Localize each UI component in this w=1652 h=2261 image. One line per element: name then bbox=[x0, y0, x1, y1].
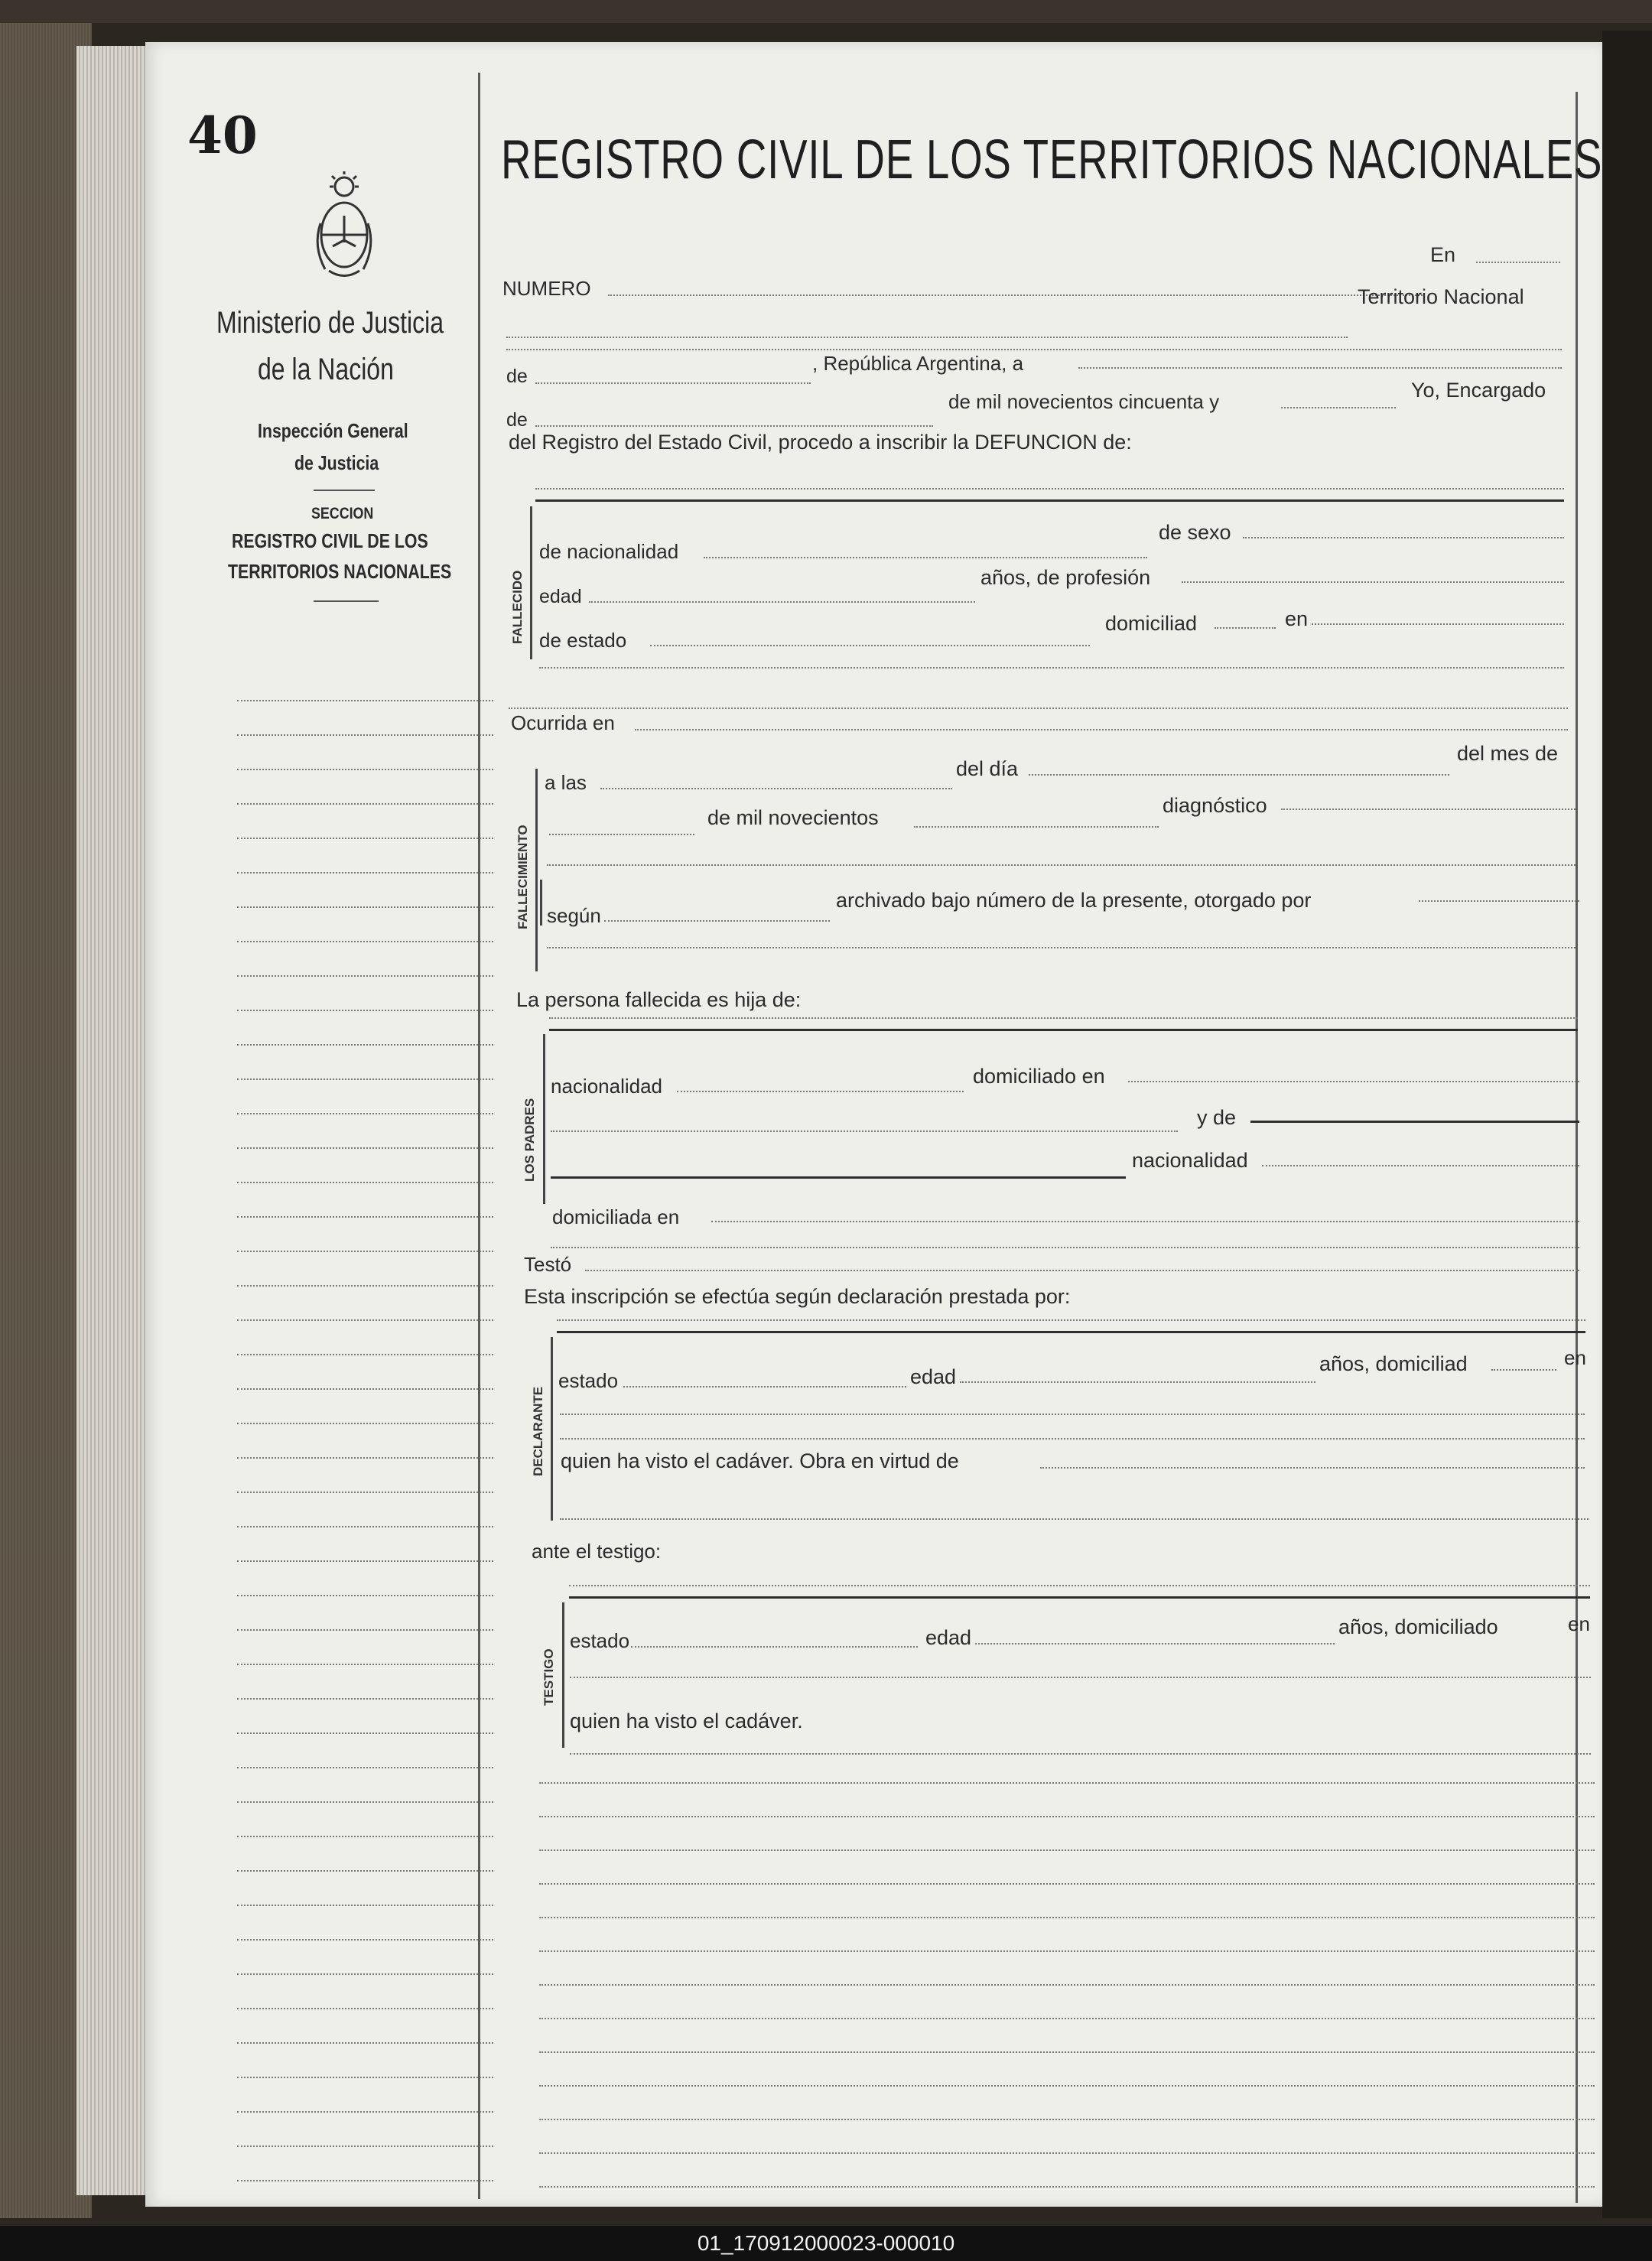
main-ruled-line bbox=[539, 2085, 1595, 2087]
blank-padre-nacionalidad bbox=[677, 1091, 964, 1092]
label-fallecimiento: FALLECIMIENTO bbox=[515, 825, 530, 929]
blank-sexo bbox=[1243, 537, 1564, 538]
label-de-2: de bbox=[506, 409, 528, 431]
sidebar-ruled-line bbox=[237, 1423, 493, 1424]
blank-declarante-2 bbox=[560, 1414, 1585, 1415]
label-en: En bbox=[1430, 243, 1456, 266]
blank-a-las bbox=[600, 788, 952, 789]
blank-anio bbox=[914, 826, 1159, 828]
blank-del-dia bbox=[1029, 774, 1449, 776]
name-line-madre-1 bbox=[1250, 1121, 1579, 1123]
name-line-madre-2 bbox=[551, 1176, 1126, 1179]
form-title: REGISTRO CIVIL DE LOS TERRITORIOS NACIONALES bbox=[501, 129, 1603, 190]
blank-domiciliada-en bbox=[711, 1221, 1579, 1222]
blank-padre-top bbox=[549, 1017, 1578, 1019]
blank-edad bbox=[589, 601, 975, 603]
main-ruled-line bbox=[539, 1984, 1595, 1986]
label-declarante: DECLARANTE bbox=[531, 1386, 545, 1476]
blank-territorio bbox=[506, 337, 1348, 338]
blank-declarante-estado bbox=[623, 1386, 906, 1388]
sidebar-ruled-line bbox=[237, 2146, 493, 2147]
blank-obra-en-virtud bbox=[1040, 1467, 1585, 1469]
blank-ocurrida-top bbox=[509, 708, 1568, 709]
sidebar-ruled-line bbox=[237, 734, 493, 736]
blank-estado bbox=[650, 645, 1090, 646]
name-line-fallecido bbox=[535, 499, 1564, 502]
blank-testigo-estado bbox=[631, 1646, 918, 1648]
sidebar-ruled-line bbox=[237, 1354, 493, 1355]
sidebar-ruled-line bbox=[237, 1526, 493, 1527]
blank-testigo-2 bbox=[570, 1677, 1591, 1678]
coat-of-arms-icon bbox=[310, 170, 379, 285]
sidebar-ruled-line bbox=[237, 1113, 493, 1114]
bracket-fallecimiento bbox=[535, 769, 538, 971]
ministry-line-1: Ministerio de Justicia bbox=[216, 306, 444, 340]
label-madre-nacionalidad: nacionalidad bbox=[1132, 1149, 1248, 1172]
name-line-testigo bbox=[569, 1596, 1590, 1599]
sidebar-ruled-line bbox=[237, 1939, 493, 1941]
book-cover-top bbox=[0, 0, 1652, 23]
label-profesion: años, de profesión bbox=[980, 566, 1151, 589]
sidebar-ruled-line bbox=[237, 975, 493, 977]
label-hija: La persona fallecida es hija de: bbox=[516, 988, 802, 1011]
blank-domiciliad bbox=[1215, 627, 1276, 629]
blank-declarante-top bbox=[557, 1319, 1585, 1321]
label-numero: NUMERO bbox=[502, 277, 591, 300]
sidebar-ruled-line bbox=[237, 2042, 493, 2044]
sidebar-ruled-line bbox=[237, 1560, 493, 1562]
sidebar-ruled-line bbox=[237, 769, 493, 770]
sidebar-ruled-line bbox=[237, 803, 493, 805]
label-estado: de estado bbox=[539, 629, 627, 652]
main-ruled-line bbox=[539, 1883, 1595, 1885]
right-margin-rule bbox=[1576, 92, 1578, 2203]
blank-diagnostico bbox=[1281, 808, 1576, 810]
sidebar-ruled-line bbox=[237, 1767, 493, 1768]
label-domiciliado-en: domiciliado en bbox=[973, 1065, 1105, 1088]
sidebar-ruled-line bbox=[237, 1457, 493, 1459]
sidebar-rule-2 bbox=[314, 600, 379, 602]
sidebar-ruled-line bbox=[237, 1732, 493, 1734]
label-los-padres: LOS PADRES bbox=[522, 1098, 537, 1182]
name-line-padre bbox=[549, 1029, 1578, 1031]
main-ruled-line bbox=[539, 1950, 1595, 1952]
blank-testigo-bottom bbox=[570, 1753, 1591, 1755]
label-edad: edad bbox=[539, 586, 582, 607]
blank-madre-nacionalidad bbox=[1262, 1165, 1579, 1166]
blank-testigo-edad bbox=[975, 1643, 1335, 1645]
blank-year bbox=[1281, 407, 1396, 408]
sidebar-ruled-line bbox=[237, 1801, 493, 1803]
page-number: 40 bbox=[187, 106, 258, 165]
blank-nacionalidad bbox=[704, 557, 1147, 558]
blank-fallecido-bottom bbox=[539, 667, 1564, 669]
sidebar-ruled-line bbox=[237, 2180, 493, 2181]
label-testigo: TESTIGO bbox=[541, 1648, 556, 1706]
label-del-dia: del día bbox=[956, 757, 1019, 780]
label-testigo-anos: años, domiciliado bbox=[1338, 1615, 1498, 1638]
label-padre-nacionalidad: nacionalidad bbox=[551, 1075, 663, 1098]
sidebar-ruled-line bbox=[237, 941, 493, 942]
label-nacionalidad: de nacionalidad bbox=[539, 540, 679, 563]
label-declarante-estado: estado bbox=[558, 1369, 619, 1392]
page-edges bbox=[76, 46, 153, 2195]
label-fallecido: FALLECIDO bbox=[510, 570, 525, 644]
label-mil-novecientos-2: de mil novecientos bbox=[707, 806, 879, 829]
sidebar-ruled-line bbox=[237, 1182, 493, 1183]
label-testigo-estado: estado bbox=[570, 1629, 630, 1652]
blank-padres-bottom bbox=[551, 1247, 1579, 1248]
sidebar-ruled-line bbox=[237, 1973, 493, 1975]
label-testigo-en: en bbox=[1568, 1612, 1590, 1635]
blank-declarante-domiciliad bbox=[1491, 1369, 1556, 1371]
label-territorio: Territorio Nacional bbox=[1358, 285, 1524, 308]
blank-ocurrida bbox=[635, 729, 1568, 730]
blank-declarante-3 bbox=[560, 1438, 1585, 1440]
bracket-testigo bbox=[562, 1602, 564, 1748]
bracket-fallecido bbox=[530, 506, 532, 659]
blank-diagnostico-2 bbox=[547, 864, 1576, 866]
main-ruled-line bbox=[539, 2018, 1595, 2019]
label-segun: según bbox=[547, 904, 601, 927]
blank-en-fallecido bbox=[1312, 623, 1564, 625]
main-ruled-line bbox=[539, 1782, 1595, 1784]
label-en-fallecido: en bbox=[1285, 607, 1309, 630]
blank-declarante-edad bbox=[960, 1381, 1315, 1383]
sidebar-ruled-line bbox=[237, 1595, 493, 1596]
sidebar-ruled-line bbox=[237, 906, 493, 908]
sidebar-ruled-line bbox=[237, 1078, 493, 1080]
margin-divider bbox=[478, 73, 480, 2199]
sidebar-ruled-line bbox=[237, 1836, 493, 1837]
label-inscripcion: Esta inscripción se efectúa según declaración prestada por: bbox=[524, 1285, 1071, 1308]
blank-declarante-bottom bbox=[560, 1518, 1589, 1520]
sidebar-ruled-line bbox=[237, 1216, 493, 1218]
sidebar-ruled-line bbox=[237, 2077, 493, 2078]
label-registro: del Registro del Estado Civil, procedo a inscribir la DEFUNCION de: bbox=[509, 431, 1132, 454]
sidebar-ruled-line bbox=[237, 2111, 493, 2113]
sidebar-ruled-line bbox=[237, 1147, 493, 1149]
sidebar-ruled-line bbox=[237, 1870, 493, 1872]
blank-segun bbox=[604, 920, 830, 922]
blank-fallecido-top bbox=[535, 488, 1564, 490]
blank-hora bbox=[549, 834, 694, 835]
section-label: SECCION bbox=[311, 505, 374, 522]
sidebar-ruled-line bbox=[237, 1629, 493, 1631]
sidebar-ruled-line bbox=[237, 1251, 493, 1252]
blank-de-2 bbox=[535, 425, 933, 427]
name-line-declarante bbox=[557, 1331, 1585, 1333]
label-de-1: de bbox=[506, 366, 528, 387]
label-declarante-en: en bbox=[1564, 1346, 1586, 1369]
sidebar-rule-1 bbox=[314, 490, 375, 491]
main-ruled-line bbox=[539, 1816, 1595, 1817]
label-del-mes: del mes de bbox=[1457, 742, 1559, 765]
blank-testigo-top bbox=[569, 1585, 1590, 1586]
sidebar-ruled-line bbox=[237, 1664, 493, 1665]
label-declarante-anos: años, domiciliad bbox=[1319, 1352, 1468, 1375]
sidebar-ruled-line bbox=[237, 1010, 493, 1011]
main-ruled-line bbox=[539, 2152, 1595, 2154]
label-y-de: y de bbox=[1197, 1106, 1237, 1129]
label-domiciliad: domiciliad bbox=[1105, 612, 1198, 635]
sidebar-ruled-line bbox=[237, 1492, 493, 1493]
blank-de-1 bbox=[535, 382, 811, 384]
blank-otorgado bbox=[1419, 900, 1579, 902]
inspection-line-2: de Justicia bbox=[294, 451, 379, 474]
bracket-padres bbox=[543, 1034, 545, 1204]
blank-testo bbox=[585, 1270, 1579, 1271]
blank-republica bbox=[1078, 367, 1562, 369]
label-domiciliada-en: domiciliada en bbox=[552, 1205, 680, 1228]
section-line-2: TERRITORIOS NACIONALES bbox=[228, 560, 452, 583]
main-ruled-line bbox=[539, 2186, 1595, 2188]
label-quien-obra: quien ha visto el cadáver. Obra en virtud de bbox=[561, 1449, 959, 1472]
sidebar-ruled-line bbox=[237, 1319, 493, 1321]
label-encargado: Yo, Encargado bbox=[1411, 379, 1546, 402]
label-testo: Testó bbox=[524, 1253, 572, 1276]
ministry-line-2: de la Nación bbox=[258, 353, 394, 386]
sidebar-ruled-line bbox=[237, 700, 493, 701]
blank-en bbox=[1476, 262, 1560, 263]
sidebar-ruled-line bbox=[237, 1698, 493, 1700]
blank-fallecimiento-bottom bbox=[547, 947, 1576, 948]
label-testigo-edad: edad bbox=[925, 1626, 972, 1649]
label-mil-novecientos: de mil novecientos cincuenta y bbox=[948, 390, 1220, 413]
section-line-1: REGISTRO CIVIL DE LOS bbox=[232, 529, 428, 552]
sidebar-ruled-line bbox=[237, 1044, 493, 1046]
sidebar-ruled-line bbox=[237, 872, 493, 873]
bracket-segun bbox=[540, 880, 542, 926]
main-ruled-line bbox=[539, 2119, 1595, 2120]
main-ruled-line bbox=[539, 1917, 1595, 1918]
blank-line-a bbox=[506, 349, 1562, 350]
label-archivado: archivado bajo número de la presente, otorgado por bbox=[836, 889, 1312, 912]
blank-numero bbox=[608, 294, 1423, 296]
inspection-line-1: Inspección General bbox=[258, 419, 408, 442]
bracket-declarante bbox=[551, 1337, 553, 1521]
sidebar-ruled-line bbox=[237, 838, 493, 839]
blank-padre-domicilio-2 bbox=[551, 1130, 1178, 1132]
blank-domiciliado-en bbox=[1128, 1081, 1579, 1082]
label-ante-testigo: ante el testigo: bbox=[532, 1540, 662, 1563]
blank-profesion bbox=[1182, 581, 1564, 583]
sidebar-ruled-line bbox=[237, 1285, 493, 1287]
sidebar-ruled-line bbox=[237, 1905, 493, 1906]
sidebar-ruled-line bbox=[237, 1388, 493, 1390]
label-republica: , República Argentina, a bbox=[812, 352, 1024, 375]
main-ruled-line bbox=[539, 1849, 1595, 1851]
main-ruled-line bbox=[539, 2051, 1595, 2053]
right-shadow bbox=[1602, 31, 1652, 2218]
label-sexo: de sexo bbox=[1159, 521, 1231, 544]
label-diagnostico: diagnóstico bbox=[1163, 794, 1267, 817]
label-ocurrida: Ocurrida en bbox=[511, 711, 615, 734]
label-declarante-edad: edad bbox=[910, 1365, 957, 1388]
label-testigo-quien: quien ha visto el cadáver. bbox=[570, 1710, 803, 1732]
archive-footer-id: 01_170912000023-000010 bbox=[0, 2226, 1652, 2261]
label-a-las: a las bbox=[545, 771, 587, 794]
sidebar-ruled-line bbox=[237, 2008, 493, 2009]
